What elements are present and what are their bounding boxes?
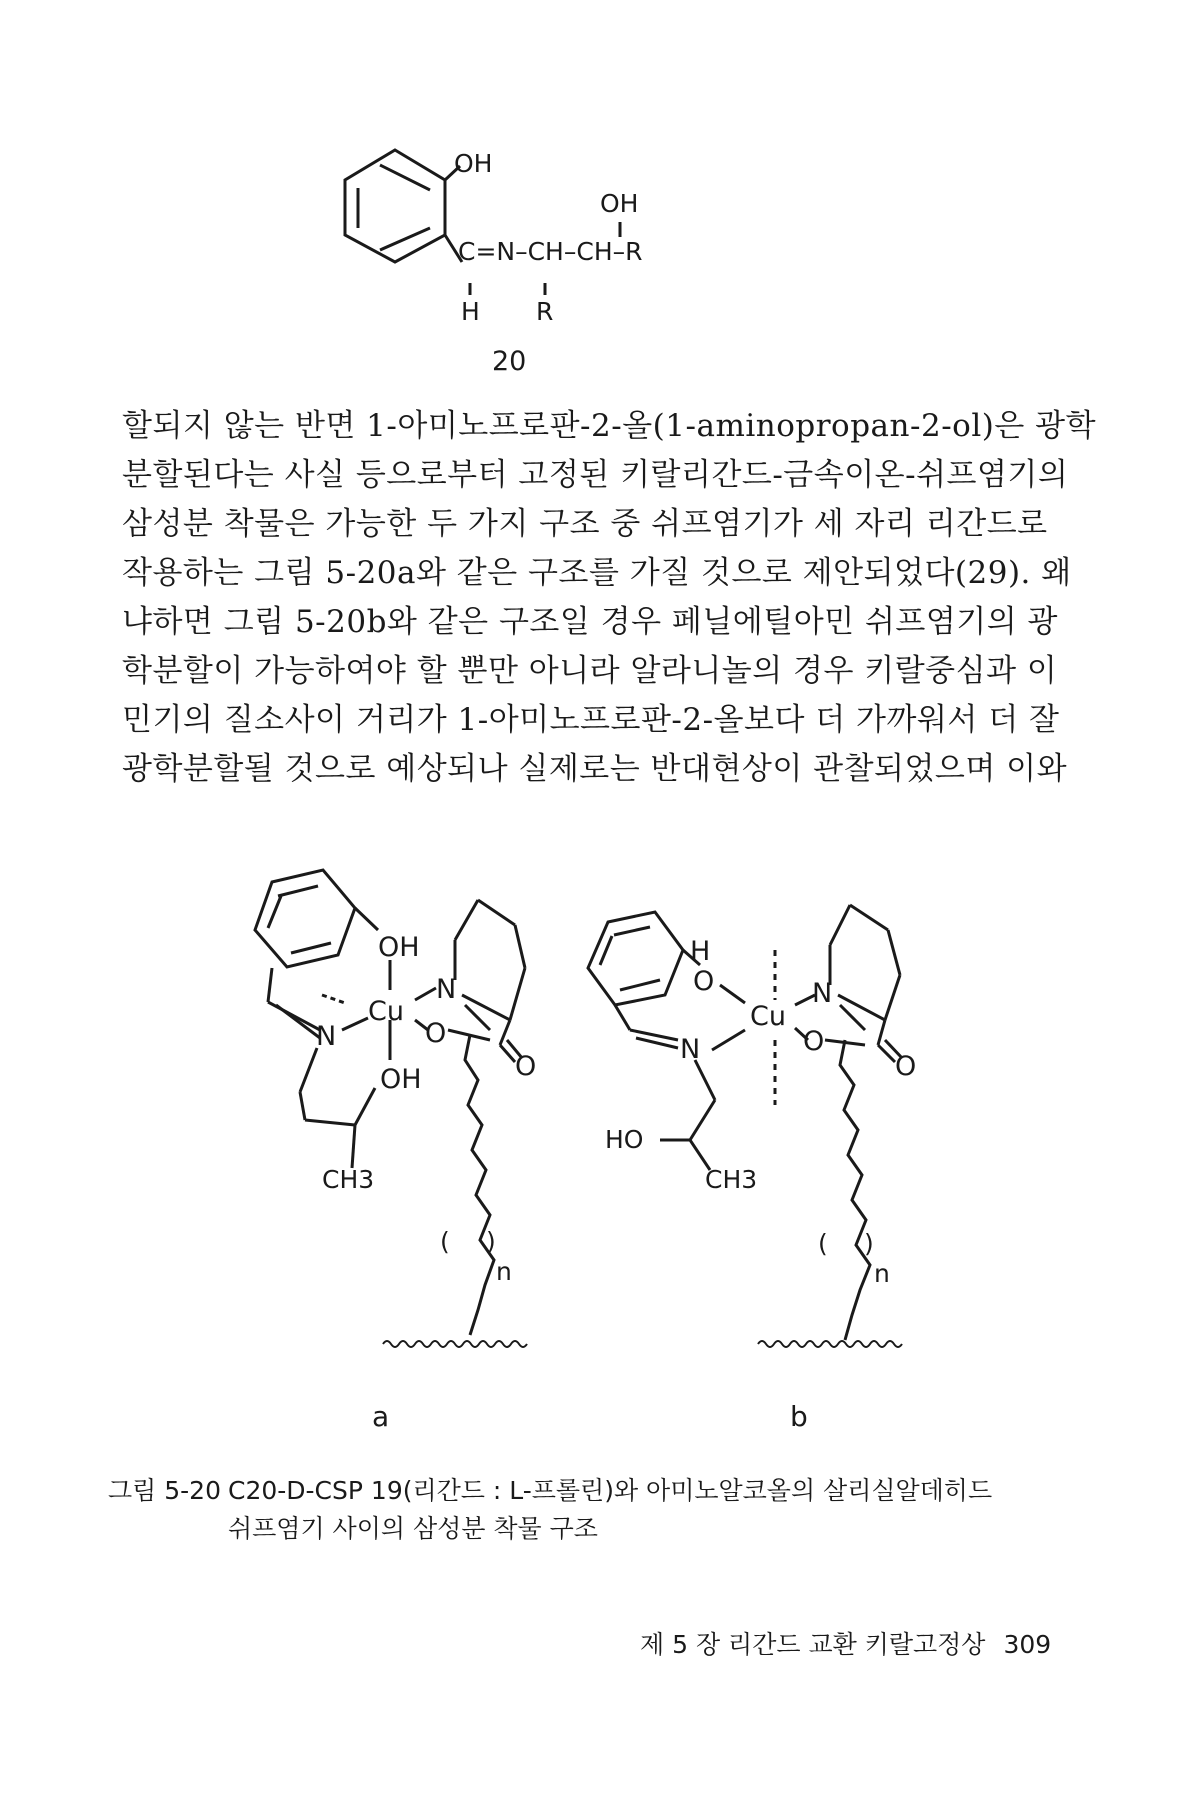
structure-b-label: b bbox=[790, 1400, 808, 1433]
b-ho: HO bbox=[605, 1125, 644, 1154]
paragraph-line: 광학분할될 것으로 예상되나 실제로는 반대현상이 관찰되었으며 이와 bbox=[122, 751, 1068, 787]
b-bracket-right: ) bbox=[864, 1229, 874, 1258]
a-oh-top: OH bbox=[378, 932, 420, 963]
caption-line-2: 쉬프염기 사이의 삼성분 착물 구조 bbox=[228, 1514, 598, 1543]
b-cu: Cu bbox=[750, 1001, 786, 1032]
paragraph-line: 작용하는 그림 5-20a와 같은 구조를 가질 것으로 제안되었다(29). 왜 bbox=[122, 555, 1072, 591]
paragraph-line: 학분할이 가능하여야 할 뿐만 아니라 알라니놀의 경우 키랄중심과 이 bbox=[122, 653, 1058, 689]
compound-20-label: 20 bbox=[492, 346, 527, 377]
a-n-imine: N bbox=[316, 1021, 337, 1052]
b-o-carbonyl: O bbox=[895, 1051, 917, 1082]
a-bracket-left: ( bbox=[440, 1227, 450, 1256]
b-n-imine: N bbox=[680, 1034, 701, 1065]
c20-oh-ring: OH bbox=[454, 149, 493, 178]
paragraph-line: 분할된다는 사실 등으로부터 고정된 키랄리간드-금속이온-쉬프염기의 bbox=[122, 457, 1069, 493]
c20-chain: C=N–CH–CH–R bbox=[458, 237, 643, 266]
paragraph-line: 할되지 않는 반면 1-아미노프로판-2-올(1-aminopropan-2-ol)은 광학 bbox=[122, 408, 1097, 444]
a-ch3: CH3 bbox=[322, 1165, 375, 1194]
b-ch3: CH3 bbox=[705, 1165, 758, 1194]
b-n-repeat: n bbox=[874, 1259, 890, 1288]
figure-5-20 bbox=[0, 860, 1200, 1480]
page-footer bbox=[640, 1625, 1051, 1661]
page-number: 309 bbox=[1003, 1630, 1052, 1659]
b-n-proline: N bbox=[812, 978, 833, 1009]
figure-caption bbox=[108, 1472, 1008, 1548]
c20-h: H bbox=[461, 297, 480, 326]
caption-line-1: C20-D-CSP 19(리간드 : L-프롤린)와 아미노알코올의 살리실알데히드 bbox=[228, 1476, 993, 1505]
b-o-phenol: O bbox=[693, 966, 715, 997]
b-bracket-left: ( bbox=[818, 1229, 828, 1258]
a-bracket-right: ) bbox=[486, 1227, 496, 1256]
paragraph-line: 삼성분 착물은 가능한 두 가지 구조 중 쉬프염기가 세 자리 리간드로 bbox=[122, 506, 1048, 542]
structure-a-label: a bbox=[372, 1400, 390, 1433]
a-n-repeat: n bbox=[496, 1257, 512, 1286]
a-oh-bottom: OH bbox=[380, 1064, 422, 1095]
a-o-carbonyl: O bbox=[515, 1051, 537, 1082]
paragraph-line: 민기의 질소사이 거리가 1-아미노프로판-2-올보다 더 가까워서 더 잘 bbox=[122, 702, 1060, 738]
c20-oh-top: OH bbox=[600, 189, 639, 218]
body-paragraph bbox=[122, 402, 1097, 794]
c20-r: R bbox=[536, 297, 554, 326]
b-o-ring: O bbox=[803, 1026, 825, 1057]
paragraph-line: 냐하면 그림 5-20b와 같은 구조일 경우 페닐에틸아민 쉬프염기의 광 bbox=[122, 604, 1058, 640]
b-h: H bbox=[690, 936, 711, 967]
caption-label: 그림 5-20 bbox=[108, 1476, 221, 1505]
a-o-ring: O bbox=[425, 1018, 447, 1049]
a-cu: Cu bbox=[368, 996, 404, 1027]
compound-20-structure bbox=[0, 0, 1200, 380]
a-n-proline: N bbox=[436, 974, 457, 1005]
chapter-title: 제 5 장 리간드 교환 키랄고정상 bbox=[640, 1630, 986, 1659]
